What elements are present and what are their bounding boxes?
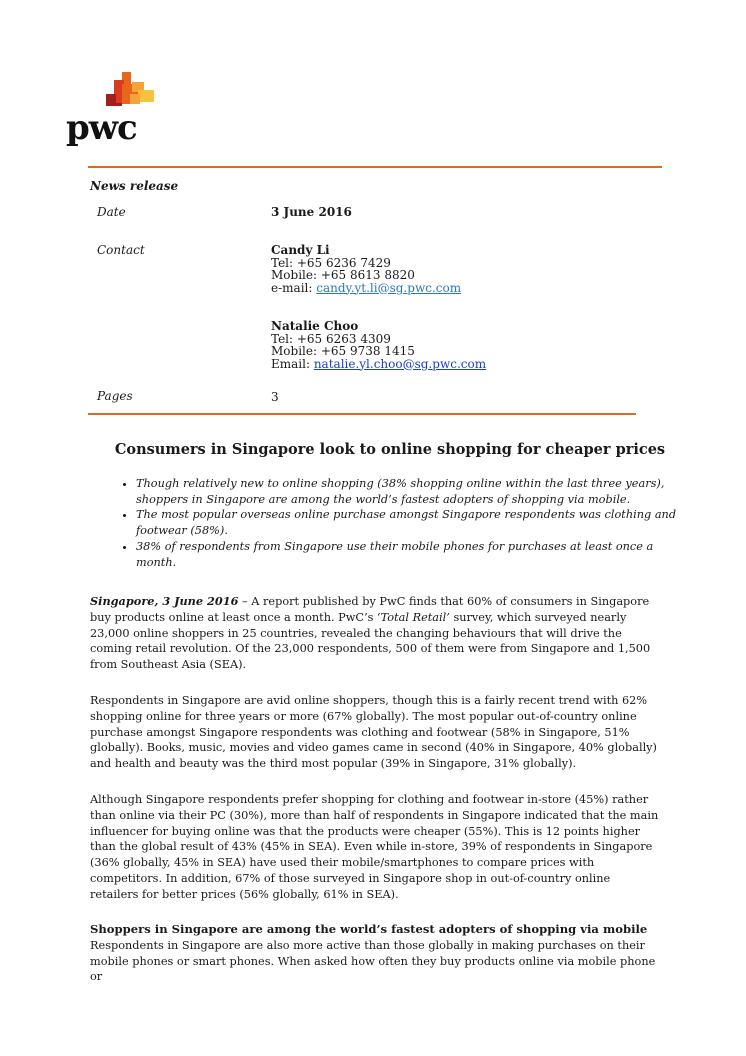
email-prefix: e-mail: <box>271 280 317 295</box>
contact-mobile: Mobile: +65 8613 8820 <box>271 268 415 282</box>
contact-label: Contact <box>97 243 145 257</box>
pwc-wordmark: pwc <box>66 108 137 148</box>
subheading: Shoppers in Singapore are among the world’s fastest adopters of shopping via mobile <box>90 922 648 936</box>
list-item: • 38% of respondents from Singapore use their mobile phones for purchases at least once a month. <box>136 539 681 570</box>
contact-block-1 <box>271 244 461 294</box>
pages-value: 3 <box>271 390 279 404</box>
contact-tel: Tel: +65 6263 4309 <box>271 331 391 346</box>
body-paragraph-3: Although Singapore respondents prefer shopping for clothing and footwear in-store (45%) rather than online via their PC (30%), more than half of respondents in Singapore indicated that the main influencer for buying online was that the products were cheaper (55%). This is 12 points higher than the global result of 43% (45% in SEA). Even while in-store, 39% of respondents in Singapore (36% globally, 45% in SEA) have used their mobile/smartphones to compare prices with competitors. In addition, 67% of those surveyed in Singapore shop in out-of-country online retailers for better prices (56% globally, 61% in SEA). <box>90 793 659 901</box>
top-divider <box>88 166 662 168</box>
contact-name: Natalie Choo <box>271 319 359 333</box>
contact-mobile: Mobile: +65 9738 1415 <box>271 344 415 358</box>
email-prefix: Email: <box>271 356 314 371</box>
key-points-list <box>112 476 681 570</box>
header-bottom-divider <box>88 413 636 415</box>
body-paragraph-2: Respondents in Singapore are avid online shoppers, though this is a fairly recent trend with 62% shopping online for three years or more (67% globally). The most popular out-of-country online purchase amongst Singapore respondents was clothing and footwear (58% in Singapore, 51% globally). Books, music, movies and video games came in second (40% in Singapore, 40% globally) and health and beauty was the third most popular (39% in Singapore, 31% globally). <box>90 694 657 771</box>
dateline: Singapore, 3 June 2016 <box>90 594 239 608</box>
date-value: 3 June 2016 <box>271 205 352 219</box>
list-item: • The most popular overseas online purchase amongst Singapore respondents was clothing and footwear (58%). <box>136 507 681 538</box>
contact-email-line <box>271 358 486 371</box>
headline: Consumers in Singapore look to online shopping for cheaper prices <box>114 441 666 458</box>
contact-tel: Tel: +65 6236 7429 <box>271 255 391 270</box>
email-link[interactable]: natalie.yl.choo@sg.pwc.com <box>313 356 487 371</box>
date-label: Date <box>97 205 126 219</box>
list-item: • Though relatively new to online shopping (38% shopping online within the last three years), shoppers in Singapore are among the world’s fastest adopters of shopping via mobile. <box>136 476 681 507</box>
body-paragraph-1: Singapore, 3 June 2016 – A report published by PwC finds that 60% of consumers in Singapore buy products online at least once a month. PwC’s ‘Total Retail’ survey, which surveyed nearly 23,000 online shoppers in 25 countries, revealed the changing behaviours that will drive the coming retail revolution. Of the 23,000 respondents, 500 of them were from Singapore and 1,500 from Southeast Asia (SEA). <box>90 594 651 672</box>
email-link[interactable]: candy.yt.li@sg.pwc.com <box>316 280 462 295</box>
body-paragraph-4: Shoppers in Singapore are among the world’s fastest adopters of shopping via mobile Respondents in Singapore are also more active than those globally in making purchases on their mobile phones or smart phones. When asked how often they buy products online via mobile phone or <box>90 922 656 984</box>
contact-name: Candy Li <box>271 243 330 257</box>
contact-email-line <box>271 282 461 295</box>
section-title: News release <box>90 179 179 193</box>
pages-label: Pages <box>97 389 133 403</box>
contact-block-2 <box>271 320 486 370</box>
